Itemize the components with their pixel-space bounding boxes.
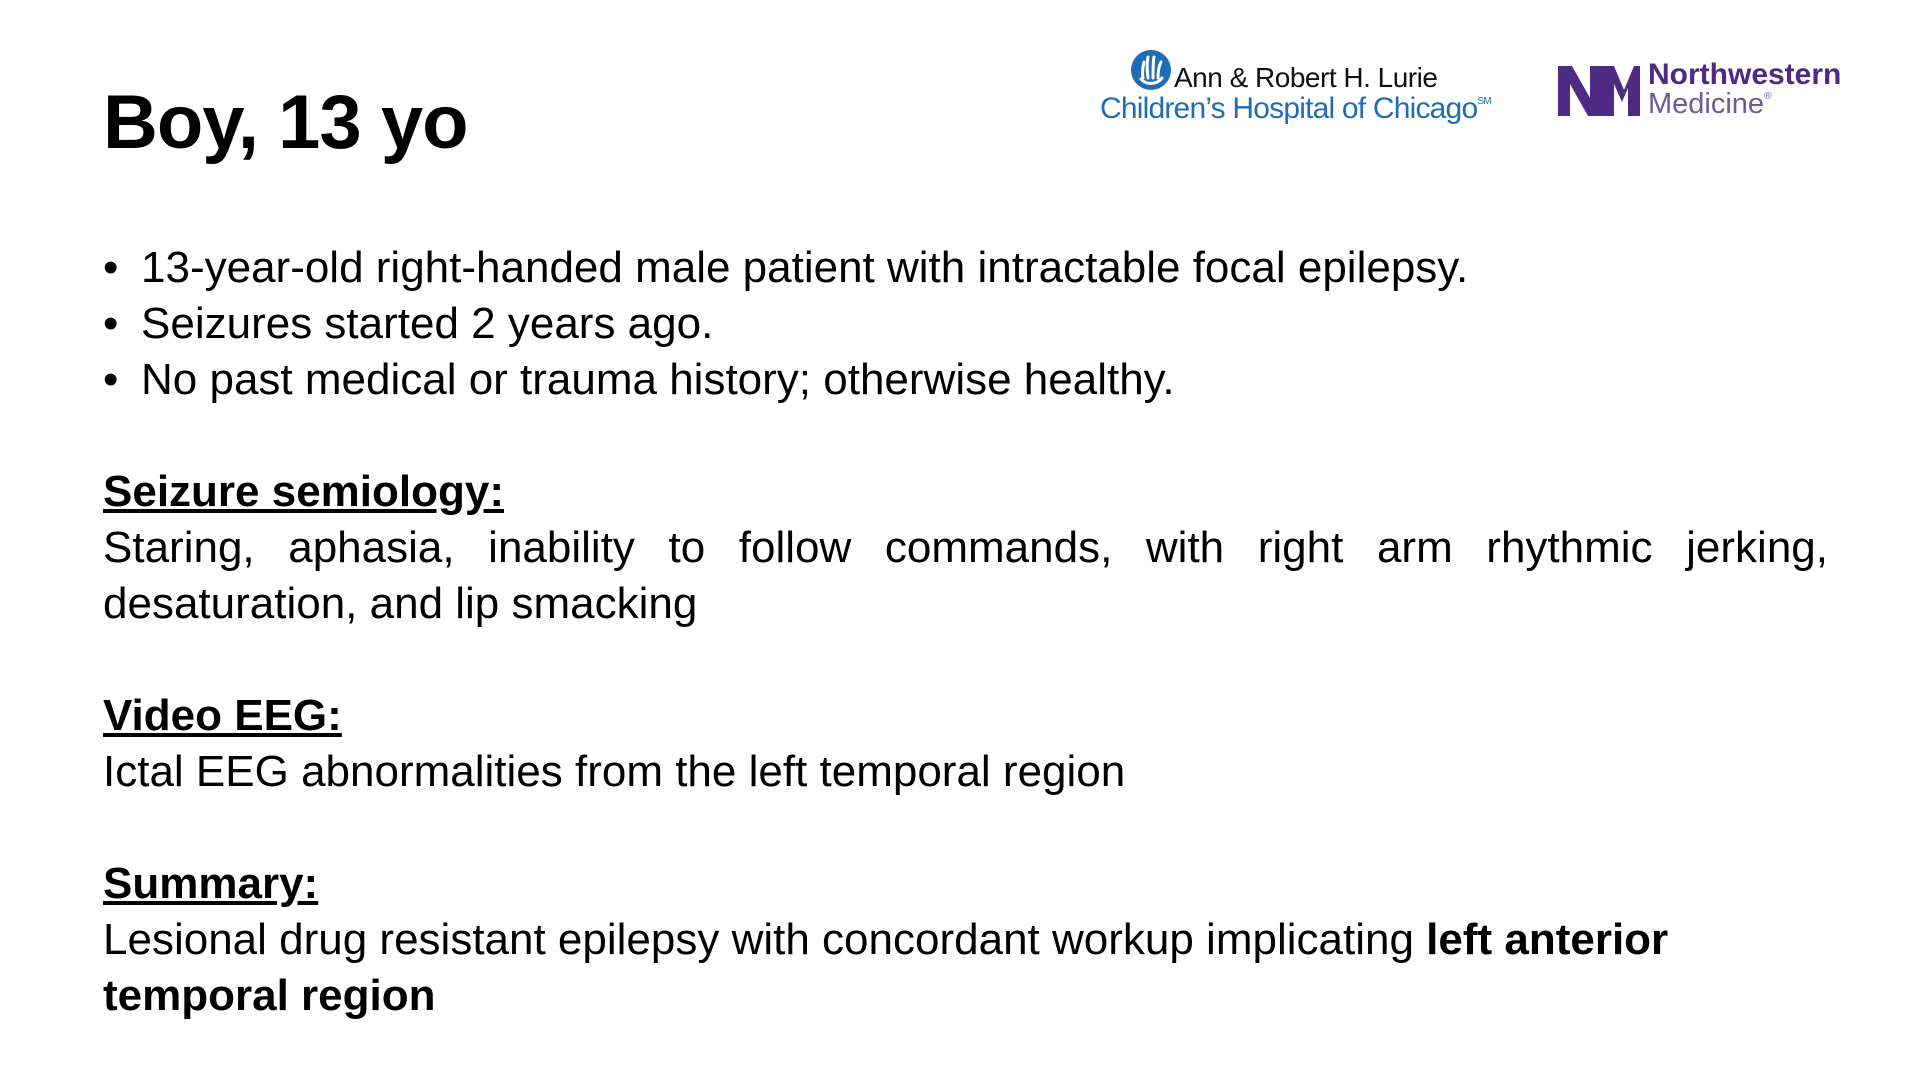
northwestern-logo-mark: ® [1764,91,1772,102]
eeg-heading: Video EEG: [103,691,342,740]
bullet-item: • 13-year-old right-handed male patient with intractable focal epilepsy. [103,240,1828,296]
lurie-logo-line1: Ann & Robert H. Lurie [1174,62,1438,93]
summary-text-main: Lesional drug resistant epilepsy with concordant workup implicating [103,915,1427,964]
bullet-item: • No past medical or trauma history; otherwise healthy. [103,352,1828,408]
semiology-section [103,464,1828,632]
northwestern-medicine-logo [1556,58,1856,124]
hand-logo-icon [1130,48,1172,92]
slide-title: Boy, 13 yo [103,80,468,165]
nm-monogram-icon [1556,64,1642,118]
northwestern-logo-line2-text: Medicine [1648,88,1765,120]
lurie-logo-mark: SM [1477,96,1491,107]
eeg-text: Ictal EEG abnormalities from the left temporal region [103,747,1126,796]
lurie-childrens-logo [1098,44,1498,130]
lurie-logo-line2 [1100,92,1491,126]
northwestern-logo-line1: Northwestern [1648,58,1842,91]
eeg-section [103,688,1828,800]
lurie-logo-line2-text: Children’s Hospital of Chicago [1100,92,1478,125]
summary-heading: Summary: [103,859,319,908]
summary-text [103,912,1828,1024]
slide-content [103,240,1828,1024]
history-bullet-list [103,240,1828,408]
semiology-heading: Seizure semiology: [103,467,505,516]
northwestern-logo-line2 [1648,88,1771,121]
summary-section [103,856,1828,1024]
summary-emphasis: left anterior temporal region [103,915,1669,1020]
semiology-text: Staring, aphasia, inability to follow commands, with right arm rhythmic jerking, desaturation, and lip smacking [103,523,1828,628]
bullet-item: • Seizures started 2 years ago. [103,296,1828,352]
